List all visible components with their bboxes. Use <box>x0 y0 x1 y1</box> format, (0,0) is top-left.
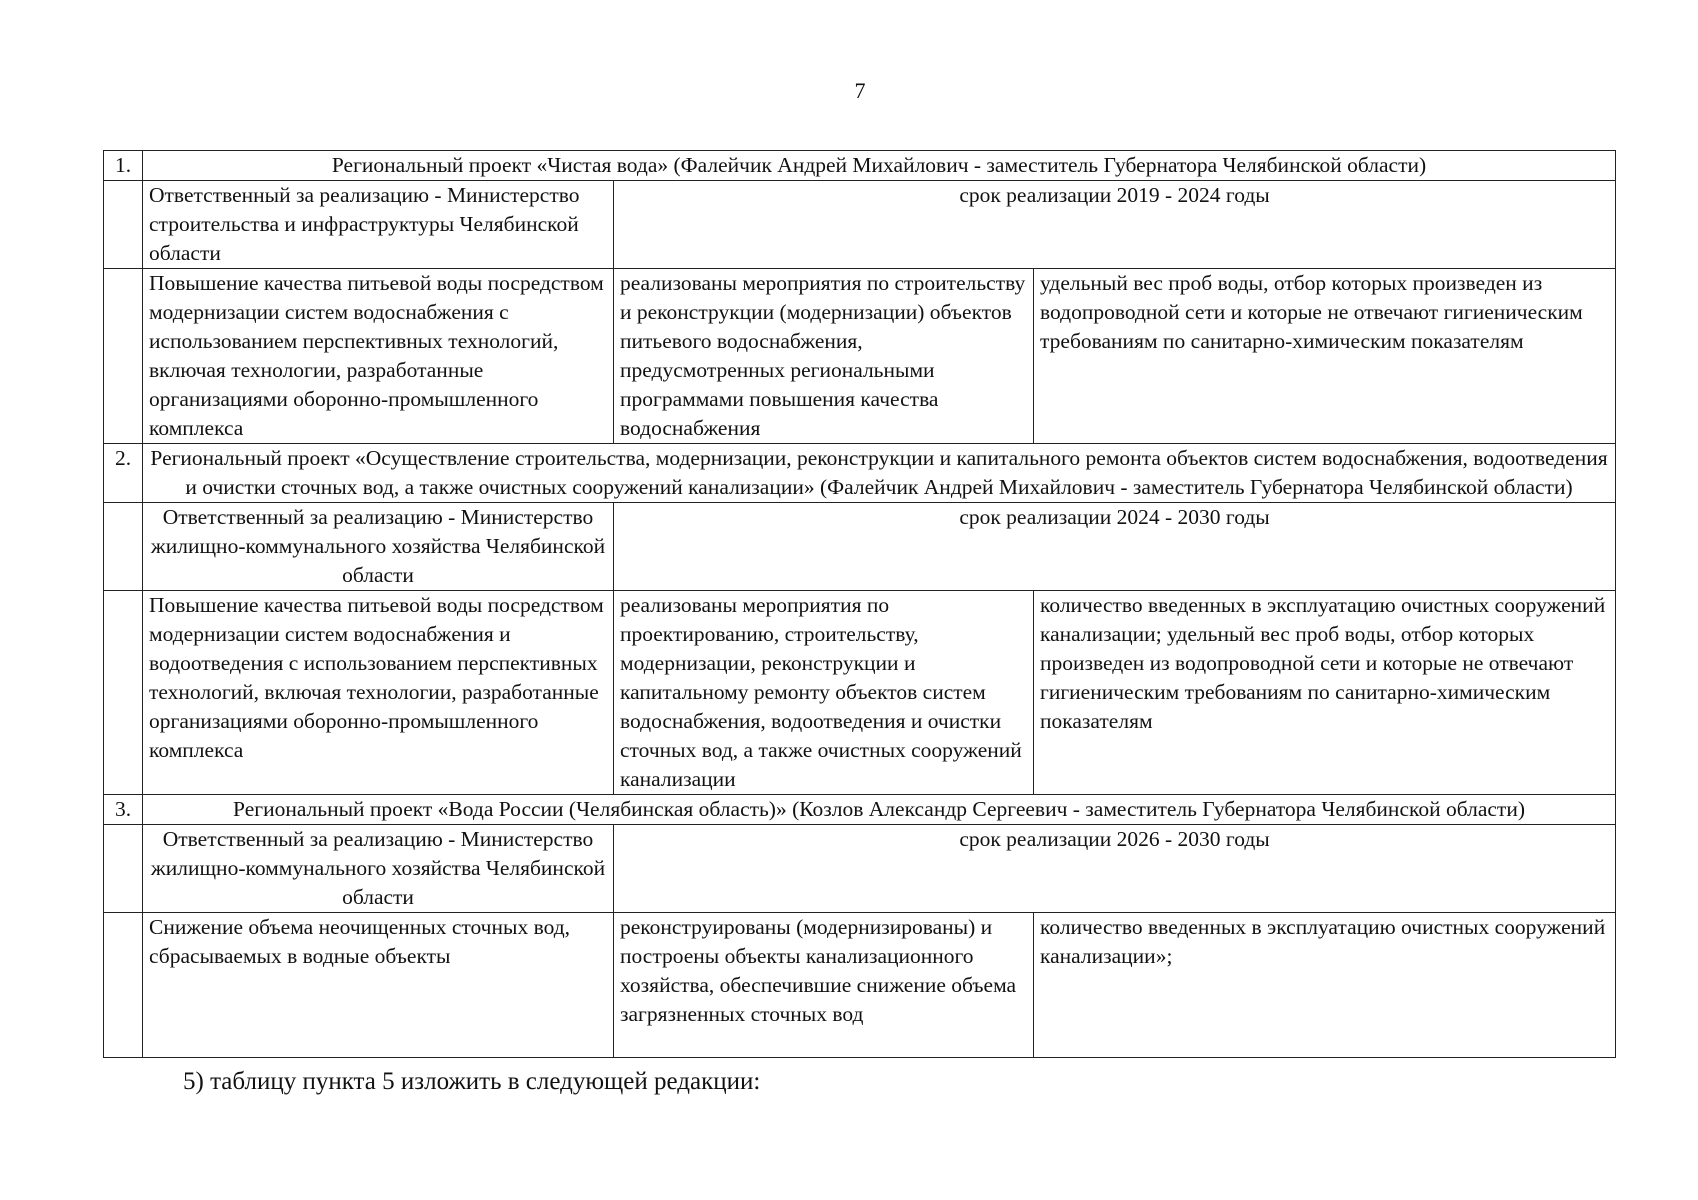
project-3-term: срок реализации 2026 - 2030 годы <box>614 825 1616 913</box>
project-2-number: 2. <box>104 444 143 503</box>
page-number: 7 <box>854 78 866 103</box>
project-1-goal: Повышение качества питьевой воды посредством модернизации систем водоснабжения с использованием перспективных технологий, включая технологии, разработанные организациями оборонно-промышленного комплекса <box>143 269 614 444</box>
project-2-indicator: количество введенных в эксплуатацию очистных сооружений канализации; удельный вес проб воды, отбор которых произведен из водопроводной сети и которые не отвечают гигиеническим требованиям по санитарно-химическим показателям <box>1034 591 1616 795</box>
empty-cell <box>104 591 143 795</box>
project-1-term: срок реализации 2019 - 2024 годы <box>614 181 1616 269</box>
project-1-details-row <box>104 269 1616 444</box>
project-3-responsible-row <box>104 825 1616 913</box>
project-3-details-row <box>104 913 1616 1058</box>
empty-cell <box>104 825 143 913</box>
project-2-term: срок реализации 2024 - 2030 годы <box>614 503 1616 591</box>
project-1-result: реализованы мероприятия по строительству и реконструкции (модернизации) объектов питьевого водоснабжения, предусмотренных региональными программами повышения качества водоснабжения <box>614 269 1034 444</box>
project-2-responsible-row <box>104 503 1616 591</box>
empty-cell <box>104 503 143 591</box>
project-2-goal: Повышение качества питьевой воды посредством модернизации систем водоснабжения и водоотведения с использованием перспективных технологий, включая технологии, разработанные организациями оборонно-промышленного комплекса <box>143 591 614 795</box>
project-1-title: Региональный проект «Чистая вода» (Фалейчик Андрей Михайлович - заместитель Губернатора Челябинской области) <box>143 151 1616 181</box>
project-3-responsible: Ответственный за реализацию - Министерство жилищно-коммунального хозяйства Челябинской области <box>143 825 614 913</box>
empty-cell <box>104 269 143 444</box>
project-2-header-row <box>104 444 1616 503</box>
project-1-responsible: Ответственный за реализацию - Министерство строительства и инфраструктуры Челябинской области <box>143 181 614 269</box>
project-1-indicator: удельный вес проб воды, отбор которых произведен из водопроводной сети и которые не отвечают гигиеническим требованиям по санитарно-химическим показателям <box>1034 269 1616 444</box>
project-2-responsible: Ответственный за реализацию - Министерство жилищно-коммунального хозяйства Челябинской области <box>143 503 614 591</box>
project-3-header-row <box>104 795 1616 825</box>
project-1-responsible-row <box>104 181 1616 269</box>
project-3-goal: Снижение объема неочищенных сточных вод, сбрасываемых в водные объекты <box>143 913 614 1058</box>
project-3-title: Региональный проект «Вода России (Челябинская область)» (Козлов Александр Сергеевич - заместитель Губернатора Челябинской области) <box>143 795 1616 825</box>
projects-table <box>103 150 1616 1058</box>
project-2-details-row <box>104 591 1616 795</box>
project-2-title: Региональный проект «Осуществление строительства, модернизации, реконструкции и капитального ремонта объектов систем водоснабжения, водоотведения и очистки сточных вод, а также очистных сооружений канализации» (Фалейчик Андрей Михайлович - заместитель Губернатора Челябинской области) <box>143 444 1616 503</box>
project-1-header-row <box>104 151 1616 181</box>
instruction-text: 5) таблицу пункта 5 изложить в следующей редакции: <box>183 1068 761 1095</box>
project-3-indicator: количество введенных в эксплуатацию очистных сооружений канализации»; <box>1034 913 1616 1058</box>
empty-cell <box>104 913 143 1058</box>
project-2-result: реализованы мероприятия по проектированию, строительству, модернизации, реконструкции и капитальному ремонту объектов систем водоснабжения, водоотведения и очистки сточных вод, а также очистных сооружений канализации <box>614 591 1034 795</box>
empty-cell <box>104 181 143 269</box>
project-1-number: 1. <box>104 151 143 181</box>
project-3-number: 3. <box>104 795 143 825</box>
project-3-result: реконструированы (модернизированы) и построены объекты канализационного хозяйства, обеспечившие снижение объема загрязненных сточных вод <box>614 913 1034 1058</box>
